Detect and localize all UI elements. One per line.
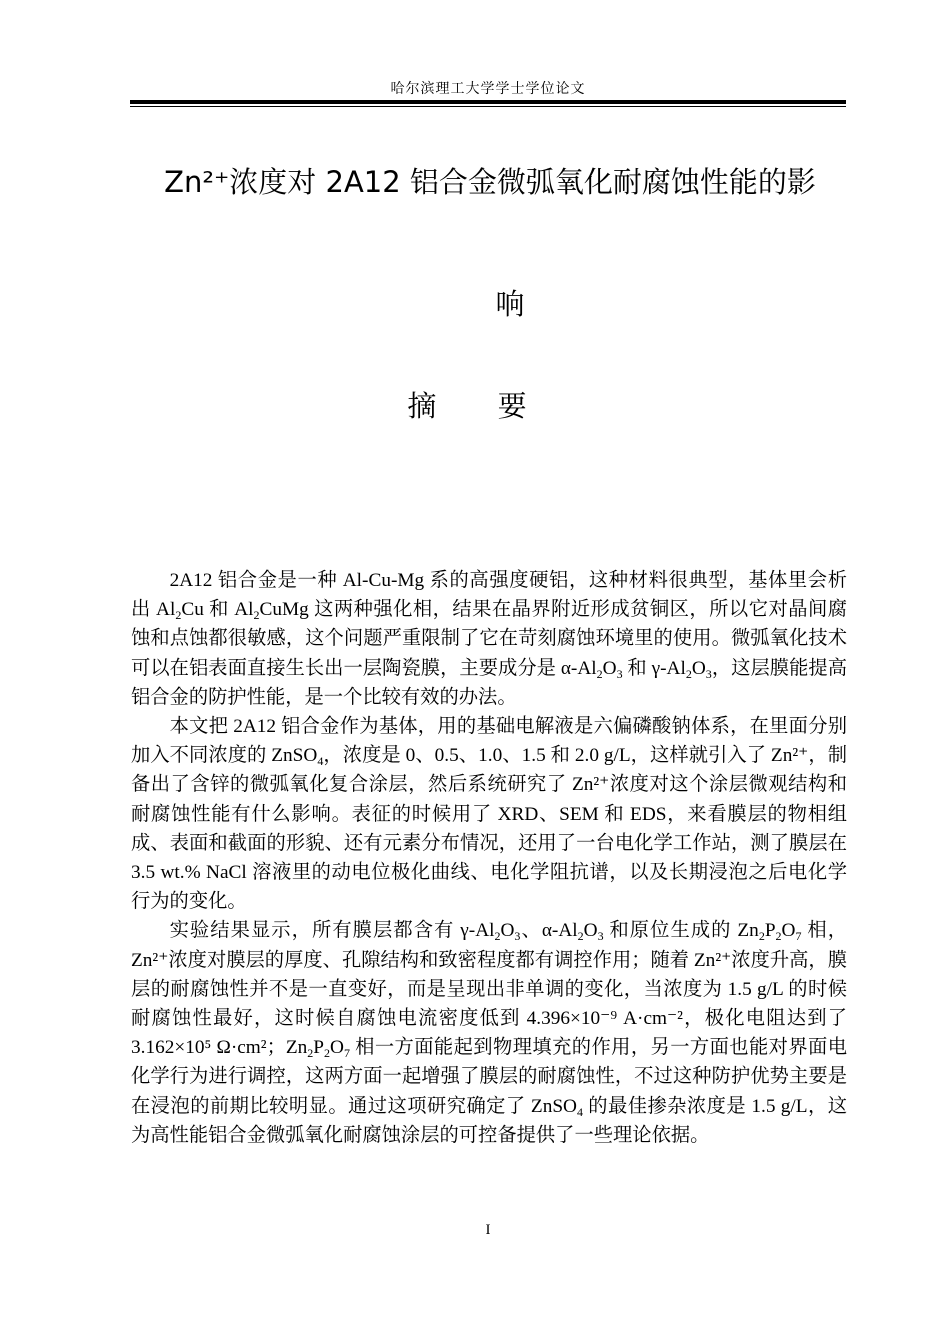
thesis-title-line-1: Zn²⁺浓度对 2A12 铝合金微弧氧化耐腐蚀性能的影 <box>164 165 816 199</box>
subscript: 7 <box>795 929 802 944</box>
subscript: 3 <box>616 666 623 681</box>
text-run: 的最佳掺杂浓度是 1.5 g/L，这为高性能铝合金微弧氧化耐腐蚀涂层的可控备提供了一些理论依据。 <box>131 1095 847 1146</box>
text-run: O <box>330 1037 344 1059</box>
abstract-paragraph-2 <box>131 712 847 916</box>
running-header: 哈尔滨理工大学学士学位论文 <box>390 81 586 97</box>
text-run: O <box>500 920 515 942</box>
abstract-paragraph-1 <box>131 566 847 712</box>
subscript: 2 <box>494 929 501 944</box>
text-run: 实验结果显示，所有膜层都含有 γ-Al <box>169 920 495 942</box>
subscript: 2 <box>253 608 260 623</box>
subscript: 2 <box>577 929 584 944</box>
text-run: ，这层膜能提高铝合金的防护性能，是一个比较有效的办法。 <box>131 657 848 708</box>
subscript: 3 <box>705 666 712 681</box>
subscript: 2 <box>685 666 692 681</box>
header-rule-thin <box>130 106 846 107</box>
text-run: 、α-Al <box>520 920 578 942</box>
text-run: 本文把 2A12 铝合金作为基体，用的基础电解液是六偏磷酸钠体系，在里面分别加入不同浓度的 ZnSO <box>131 716 847 767</box>
text-run: P <box>764 920 776 942</box>
text-run: O <box>691 657 706 679</box>
subscript: 2 <box>307 1046 314 1061</box>
subscript: 7 <box>343 1046 350 1061</box>
text-run: P <box>313 1037 325 1059</box>
text-run: ，浓度是 0、0.5、1.0、1.5 和 2.0 g/L，这样就引入了 Zn²⁺，制备出了含锌的微弧氧化复合涂层，然后系统研究了 Zn²⁺浓度对这个涂层微观结构和耐腐蚀性能有什么影响。表征的时候用了 XRD、SEM 和 EDS，来看膜层的物相组成、表面和截面的形貌、还有元素分布情况，还用了一台电化学工作站，测了膜层在 3.5 wt.% NaCl 溶液里的动电位极化曲线、电化学阻抗谱，以及长期浸泡之后电化学行为的变化。 <box>131 745 847 913</box>
subscript: 3 <box>597 929 604 944</box>
subscript: 2 <box>775 929 782 944</box>
text-run: O <box>583 920 598 942</box>
text-run: 相一方面能起到物理填充的作用，另一方面也能对界面电化学行为进行调控，这两方面一起增强了膜层的耐腐蚀性，不过这种防护优势主要是在浸泡的前期比较明显。通过这项研究确定了 ZnSO <box>131 1037 847 1117</box>
page-number: I <box>485 1222 491 1238</box>
text-run: 和 γ-Al <box>622 657 686 679</box>
text-run: O <box>781 920 796 942</box>
text-run: 和原位生成的 Zn <box>603 920 759 942</box>
subscript: 4 <box>576 1104 583 1119</box>
subscript: 2 <box>324 1046 331 1061</box>
abstract-heading: 摘 要 <box>407 389 553 423</box>
abstract-paragraph-3 <box>131 916 847 1150</box>
text-run: 2A12 铝合金是一种 Al-Cu-Mg 系的高强度硬铝，这种材料很典型，基体里会析出 Al <box>131 570 847 621</box>
subscript: 2 <box>175 608 182 623</box>
subscript: 3 <box>514 929 521 944</box>
subscript: 4 <box>317 754 324 769</box>
subscript: 2 <box>758 929 765 944</box>
text-run: 相，Zn²⁺浓度对膜层的厚度、孔隙结构和致密程度都有调控作用；随着 Zn²⁺浓度升高，膜层的耐腐蚀性并不是一直变好，而是呈现出非单调的变化，当浓度为 1.5 g/L 的时候耐腐蚀性最好，这时候自腐蚀电流密度低到 4.396×10⁻⁹ A·cm⁻²，极化电阻达到了 3.162×10⁵ Ω·cm²；Zn <box>131 920 847 1059</box>
header-rule-thick <box>130 100 846 104</box>
thesis-title-line-2: 响 <box>495 287 525 321</box>
text-run: Cu 和 Al <box>181 599 254 621</box>
text-run: O <box>602 657 617 679</box>
text-run: CuMg 这两种强化相，结果在晶界附近形成贫铜区，所以它对晶间腐蚀和点蚀都很敏感，这个问题严重限制了它在苛刻腐蚀环境里的使用。微弧氧化技术可以在铝表面直接生长出一层陶瓷膜，主要成分是 α-Al <box>131 599 847 679</box>
abstract-body <box>131 566 847 1150</box>
subscript: 2 <box>596 666 603 681</box>
